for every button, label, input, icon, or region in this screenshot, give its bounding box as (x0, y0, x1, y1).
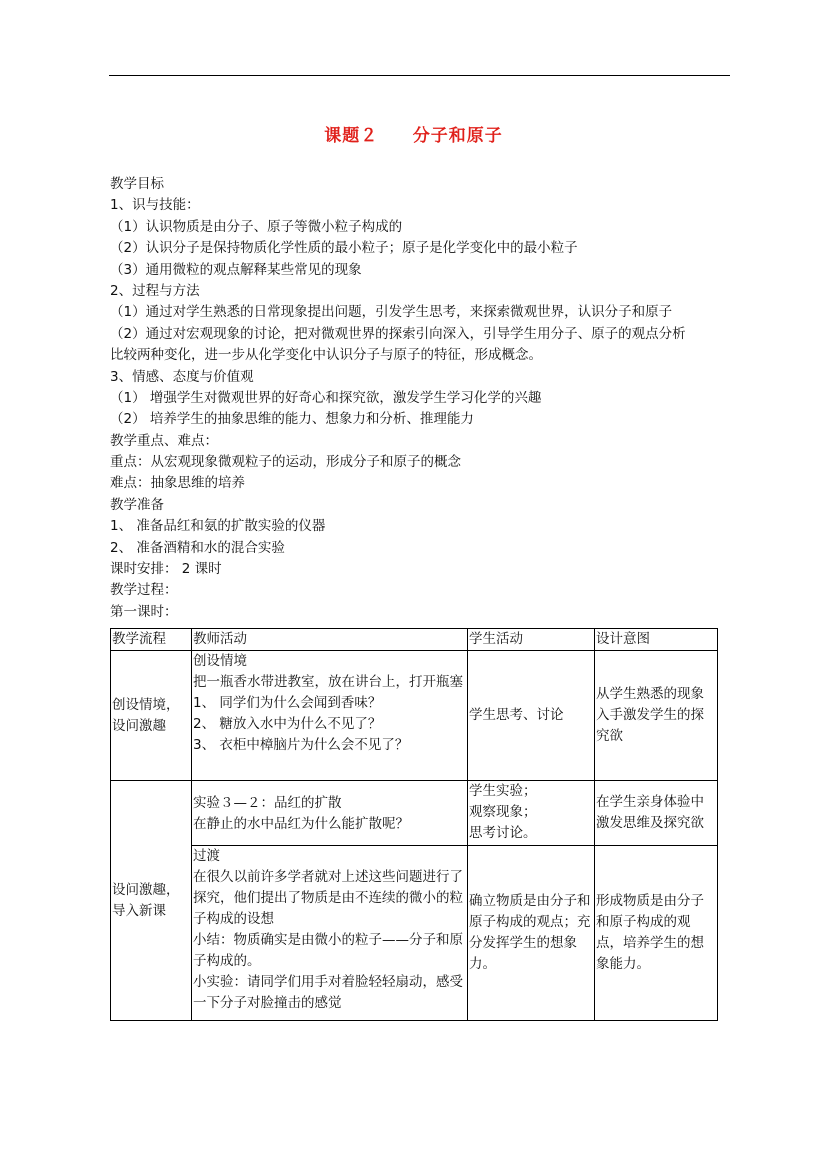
body-line: 教学重点、难点： (110, 432, 218, 449)
body-line: 2、过程与方法 (110, 282, 200, 299)
body-line: （1）通过对学生熟悉的日常现象提出问题，引发学生思考，来探索微观世界，认识分子和原子 (110, 304, 673, 321)
student-cell (468, 781, 595, 846)
student-line: 学生实验； (469, 783, 537, 799)
body-line: 教学目标 (110, 176, 164, 192)
teacher-line: 小实验：请同学们用手对着脸轻轻扇动，感受一下分子对脸撞击的感觉 (193, 974, 463, 1011)
teacher-line: 小结：物质确实是由微小的粒子——分子和原子构成的。 (193, 932, 463, 969)
table-header-row (111, 629, 718, 651)
header-rule (109, 75, 730, 76)
student-line: 思考讨论。 (469, 825, 537, 841)
body-line: （2） 培养学生的抽象思维的能力、想象力和分析、推理能力 (110, 411, 474, 428)
teacher-cell (192, 781, 468, 846)
teacher-line: 过渡 (193, 848, 220, 864)
teacher-line: 2、 糖放入水中为什么不见了？ (193, 716, 382, 732)
intent-cell: 形成物质是由分子和原子构成的观点，培养学生的想象能力。 (595, 846, 718, 1021)
body-line: （3）通用微粒的观点解释某些常见的现象 (110, 261, 362, 278)
lesson-plan-table-wrap (110, 628, 718, 1021)
body-line: 2、 准备酒精和水的混合实验 (110, 539, 285, 556)
teacher-line: 在静止的水中品红为什么能扩散呢？ (193, 816, 409, 832)
teacher-line: 实验３—２：品红的扩散 (193, 795, 342, 811)
teacher-cell (192, 651, 468, 781)
teacher-line: 创设情境 (193, 653, 247, 669)
teacher-line: 把一瓶香水带进教室，放在讲台上，打开瓶塞 (193, 674, 463, 690)
teacher-cell (192, 846, 468, 1021)
lesson-body (110, 174, 730, 623)
student-cell: 学生思考、讨论 (468, 651, 595, 781)
teacher-line: 在很久以前许多学者就对上述这些问题进行了探究，他们提出了物质是由不连续的微小的粒子构成的设想 (193, 869, 463, 927)
header-cell-teacher: 教师活动 (192, 629, 468, 651)
student-cell: 确立物质是由分子和原子构成的观点；充分发挥学生的想象力。 (468, 846, 595, 1021)
table-row (111, 651, 718, 781)
body-line: （2）通过对宏观现象的讨论，把对微观世界的探索引向深入，引导学生用分子、原子的观点分析 (110, 325, 686, 342)
body-line: 1、识与技能： (110, 197, 200, 214)
body-line: 1、 准备品红和氨的扩散实验的仪器 (110, 518, 326, 535)
header-cell-flow: 教学流程 (111, 629, 192, 651)
teacher-line: 3、 衣柜中樟脑片为什么会不见了？ (193, 737, 409, 753)
body-line: （2）认识分子是保持物质化学性质的最小粒子；原子是化学变化中的最小粒子 (110, 240, 578, 257)
body-line: （1）认识物质是由分子、原子等微小粒子构成的 (110, 218, 403, 235)
body-line: 教学准备 (110, 496, 164, 513)
body-line: 比较两种变化，进一步从化学变化中认识分子与原子的特征，形成概念。 (110, 347, 542, 364)
lesson-plan-table (110, 628, 718, 1021)
body-line: 第一课时： (110, 603, 178, 620)
body-line: 重点：从宏观现象微观粒子的运动，形成分子和原子的概念 (110, 454, 461, 471)
body-line: 教学过程： (110, 582, 178, 599)
body-line: 3、情感、态度与价值观 (110, 368, 254, 385)
table-row (111, 846, 718, 1021)
student-line: 观察现象； (469, 804, 537, 820)
header-cell-intent: 设计意图 (595, 629, 718, 651)
body-line: 课时安排： 2 课时 (110, 561, 222, 578)
lesson-title: 课题２ 分子和原子 (324, 126, 503, 146)
teacher-line: 1、 同学们为什么会闻到香味？ (193, 695, 382, 711)
header-cell-student: 学生活动 (468, 629, 595, 651)
flow-cell: 创设情境，设问激趣 (111, 651, 192, 781)
intent-cell: 在学生亲身体验中激发思维及探究欲 (595, 781, 718, 846)
body-line: 难点：抽象思维的培养 (110, 475, 245, 492)
table-row (111, 781, 718, 846)
flow-cell: 设问激趣，导入新课 (111, 781, 192, 1021)
intent-cell: 从学生熟悉的现象入手激发学生的探究欲 (595, 651, 718, 781)
body-line: （1） 增强学生对微观世界的好奇心和探究欲，激发学生学习化学的兴趣 (110, 389, 542, 406)
